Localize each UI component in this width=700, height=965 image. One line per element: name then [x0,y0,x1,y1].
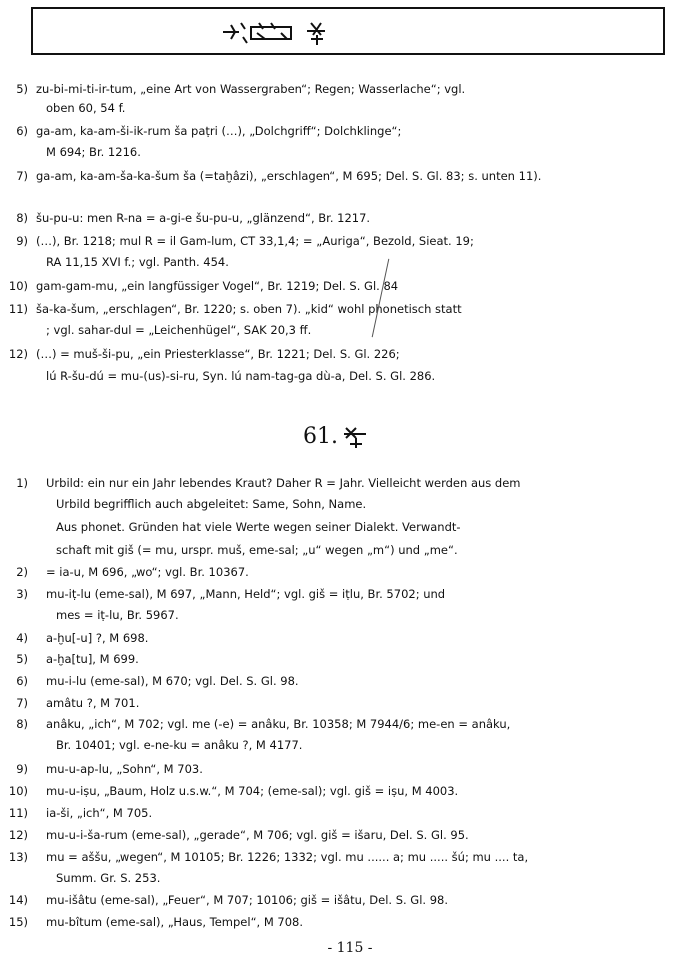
entry-number: 6) [16,124,28,138]
entry-number: 8) [16,717,28,731]
entry-text: ga-am, ka-am-ši-ik-rum ša paṭri (…), „Dolchgriff“; Dolchklinge“; [36,124,402,138]
entry-number: 8) [16,211,28,225]
entry-text: Urbild begrifflich auch abgeleitet: Same, Sohn, Name. [56,497,367,511]
entry-text: anâku, „ich“, M 702; vgl. me (-e) = anâku, Br. 10358; M 7944/6; me-en = anâku, [46,717,511,731]
entry-number: 15) [8,915,28,929]
entry-text: mu-bîtum (eme-sal), „Haus, Tempel“, M 708. [46,915,304,929]
entry-number: 4) [16,631,28,645]
entry-number: 13) [8,850,28,864]
entry-text: mu-u-iṣu, „Baum, Holz u.s.w.“, M 704; (eme-sal); vgl. giš = iṣu, M 4003. [46,784,459,798]
entry-text: ; vgl. sahar-dul = „Leichenhügel“, SAK 20,3 ff. [46,323,312,337]
entry-text: Br. 10401; vgl. e-ne-ku = anâku ?, M 4177. [56,738,303,752]
page-number: - 115 - [327,940,373,956]
entry-text: ga-am, ka-am-ša-ka-šum ša (=taḫâzi), „erschlagen“, M 695; Del. S. Gl. 83; s. unten 11). [36,169,542,183]
entry-text: Urbild: ein nur ein Jahr lebendes Kraut? Daher R = Jahr. Vielleicht werden aus dem [46,476,521,490]
entry-text: a-ḫa[tu], M 699. [46,652,139,666]
entry-text: mu-i-lu (eme-sal), M 670; vgl. Del. S. Gl. 98. [46,674,299,688]
entry-text: amâtu ?, M 701. [46,696,140,710]
entry-number: 9) [16,762,28,776]
entry-number: 1) [16,476,28,490]
entry-number: 14) [8,893,28,907]
entry-text: schaft mit giš (= mu, urspr. muš, eme-sal; „u“ wegen „m“) und „me“. [56,543,458,557]
entry-text: mu = aššu, „wegen“, M 10105; Br. 1226; 1332; vgl. mu ...... a; mu ..... šú; mu .... ta, [46,850,529,864]
entry-text: M 694; Br. 1216. [46,145,141,159]
section-sign-icon [342,424,370,450]
entry-text: šu-pu-u: men R-na = a-gi-e šu-pu-u, „glänzend“, Br. 1217. [36,211,371,225]
entry-text: (…), Br. 1218; mul R = il Gam-lum, CT 33,1,4; = „Auriga“, Bezold, Sieat. 19; [36,234,474,248]
entry-number: 2) [16,565,28,579]
entry-text: mes = iṭ-lu, Br. 5967. [56,608,179,622]
entry-number: 3) [16,587,28,601]
entry-number: 7) [16,169,28,183]
cuneiform-sign-icon [221,17,341,47]
entry-text: ia-ši, „ich“, M 705. [46,806,153,820]
section-number: 61. [303,424,338,449]
entry-number: 10) [8,279,28,293]
entry-text: (…) = muš-ši-pu, „ein Priesterklasse“, Br. 1221; Del. S. Gl. 226; [36,347,400,361]
entry-number: 5) [16,82,28,96]
entry-number: 11) [8,302,28,316]
entry-text: Aus phonet. Gründen hat viele Werte wegen seiner Dialekt. Verwandt- [56,520,461,534]
entry-text: mu-u-i-ša-rum (eme-sal), „gerade“, M 706; vgl. giš = išaru, Del. S. Gl. 95. [46,828,469,842]
entry-text: a-ḫu[-u] ?, M 698. [46,631,149,645]
entry-text: mu-iṭ-lu (eme-sal), M 697, „Mann, Held“; vgl. giš = iṭlu, Br. 5702; und [46,587,446,601]
entry-number: 9) [16,234,28,248]
entry-number: 11) [8,806,28,820]
entry-number: 7) [16,696,28,710]
header-sign-box [31,7,665,55]
entry-text: = ia-u, M 696, „wo“; vgl. Br. 10367. [46,565,249,579]
entry-number: 10) [8,784,28,798]
entry-text: mu-u-ap-lu, „Sohn“, M 703. [46,762,203,776]
entry-number: 12) [8,347,28,361]
stray-mark [372,259,390,337]
entry-text: zu-bi-mi-ti-ir-tum, „eine Art von Wassergraben“; Regen; Wasserlache“; vgl. [36,82,466,96]
entry-text: Summ. Gr. S. 253. [56,871,161,885]
entry-number: 12) [8,828,28,842]
entry-number: 5) [16,652,28,666]
entry-text: gam-gam-mu, „ein langfüssiger Vogel“, Br. 1219; Del. S. Gl. 84 [36,279,399,293]
entry-number: 6) [16,674,28,688]
entry-text: mu-išâtu (eme-sal), „Feuer“, M 707; 10106; giš = išâtu, Del. S. Gl. 98. [46,893,449,907]
entry-text: lú R-šu-dú = mu-(us)-si-ru, Syn. lú nam-tag-ga dù-a, Del. S. Gl. 286. [46,369,436,383]
entry-text: oben 60, 54 f. [46,101,126,115]
entry-text: ša-ka-šum, „erschlagen“, Br. 1220; s. oben 7). „kid“ wohl phonetisch statt [36,302,462,316]
entry-text: RA 11,15 XVI f.; vgl. Panth. 454. [46,255,229,269]
